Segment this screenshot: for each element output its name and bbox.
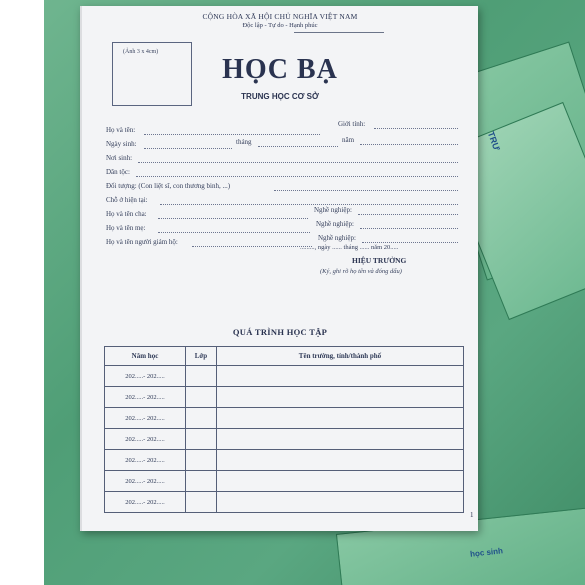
guardian-name-label: Họ và tên người giám hộ: — [106, 238, 178, 246]
school-year-cell[interactable]: 202.....- 202..... — [105, 450, 186, 471]
school-name-cell[interactable] — [217, 429, 464, 450]
father-name-field[interactable] — [158, 218, 308, 219]
table-row — [105, 408, 464, 429]
school-name-cell[interactable] — [217, 408, 464, 429]
class-cell[interactable] — [186, 387, 217, 408]
document-subtitle: TRUNG HỌC CƠ SỞ — [241, 92, 319, 101]
mother-name-field[interactable] — [158, 232, 310, 233]
birth-month-field[interactable] — [258, 146, 338, 147]
birth-place-label: Nơi sinh: — [106, 154, 133, 162]
table-row — [105, 429, 464, 450]
country-heading: CỘNG HÒA XÃ HỘI CHỦ NGHĨA VIỆT NAM — [202, 12, 358, 21]
photo-label: (Ảnh 3 x 4cm) — [123, 49, 159, 55]
school-name-cell[interactable] — [217, 450, 464, 471]
booklet-bottom-text: học sinh — [469, 546, 504, 559]
birth-place-field[interactable] — [138, 162, 458, 163]
mother-name-label: Họ và tên mẹ: — [106, 224, 146, 232]
school-name-cell[interactable] — [217, 471, 464, 492]
school-year-cell[interactable]: 202.....- 202..... — [105, 429, 186, 450]
school-name-cell[interactable] — [217, 492, 464, 513]
school-name-cell[interactable] — [217, 366, 464, 387]
page-number: 1 — [470, 511, 474, 519]
signature-date-line: ........., ngày ...... tháng ...... năm 20..... — [300, 244, 399, 251]
class-cell[interactable] — [186, 450, 217, 471]
table-header-row — [105, 347, 464, 366]
table-row — [105, 492, 464, 513]
class-cell[interactable] — [186, 408, 217, 429]
booklet-spine-text: TRƯ — [485, 130, 502, 152]
column-header-class: Lớp — [186, 347, 217, 366]
school-year-cell[interactable]: 202.....- 202..... — [105, 366, 186, 387]
current-address-field[interactable] — [160, 204, 458, 205]
report-card-page — [80, 6, 478, 531]
school-year-cell[interactable]: 202.....- 202..... — [105, 492, 186, 513]
current-address-label: Chỗ ở hiện tại: — [106, 196, 148, 204]
birth-day-field[interactable] — [144, 148, 232, 149]
guardian-name-field[interactable] — [192, 246, 312, 247]
motto-underline — [294, 32, 384, 33]
beneficiary-field[interactable] — [274, 190, 458, 191]
class-cell[interactable] — [186, 492, 217, 513]
study-history-table — [104, 346, 464, 513]
birth-year-label: năm — [342, 136, 355, 144]
national-motto: Độc lập - Tự do - Hạnh phúc — [242, 22, 318, 29]
gender-label: Giới tính: — [338, 120, 366, 128]
class-cell[interactable] — [186, 471, 217, 492]
birth-year-field[interactable] — [360, 144, 458, 145]
school-year-cell[interactable]: 202.....- 202..... — [105, 408, 186, 429]
school-name-cell[interactable] — [217, 387, 464, 408]
table-row — [105, 366, 464, 387]
full-name-field[interactable] — [144, 134, 320, 135]
full-name-label: Họ và tên: — [106, 126, 136, 134]
signature-note: (Ký, ghi rõ họ tên và đóng dấu) — [320, 268, 402, 275]
beneficiary-label: Đối tượng: (Con liệt sĩ, con thương binh, ...) — [106, 182, 231, 190]
table-row — [105, 471, 464, 492]
history-section-title: QUÁ TRÌNH HỌC TẬP — [232, 327, 328, 337]
school-year-cell[interactable]: 202.....- 202..... — [105, 387, 186, 408]
father-occupation-field[interactable] — [358, 214, 458, 215]
guardian-occupation-field[interactable] — [362, 242, 458, 243]
ethnicity-label: Dân tộc: — [106, 168, 130, 176]
ethnicity-field[interactable] — [136, 176, 458, 177]
mother-occupation-field[interactable] — [360, 228, 458, 229]
birth-month-label: tháng — [236, 138, 252, 146]
mother-occupation-label: Nghề nghiệp: — [316, 220, 354, 228]
class-cell[interactable] — [186, 429, 217, 450]
father-occupation-label: Nghề nghiệp: — [314, 206, 352, 214]
column-header-school: Tên trường, tỉnh/thành phố — [217, 347, 464, 366]
class-cell[interactable] — [186, 366, 217, 387]
guardian-occupation-label: Nghề nghiệp: — [318, 234, 356, 242]
gender-field[interactable] — [374, 128, 458, 129]
table-row — [105, 387, 464, 408]
table-row — [105, 450, 464, 471]
column-header-year: Năm học — [105, 347, 186, 366]
principal-title: HIỆU TRƯỞNG — [352, 256, 407, 265]
father-name-label: Họ và tên cha: — [106, 210, 147, 218]
school-year-cell[interactable]: 202.....- 202..... — [105, 471, 186, 492]
document-title: HỌC BẠ — [222, 54, 338, 85]
birth-date-label: Ngày sinh: — [106, 140, 137, 148]
